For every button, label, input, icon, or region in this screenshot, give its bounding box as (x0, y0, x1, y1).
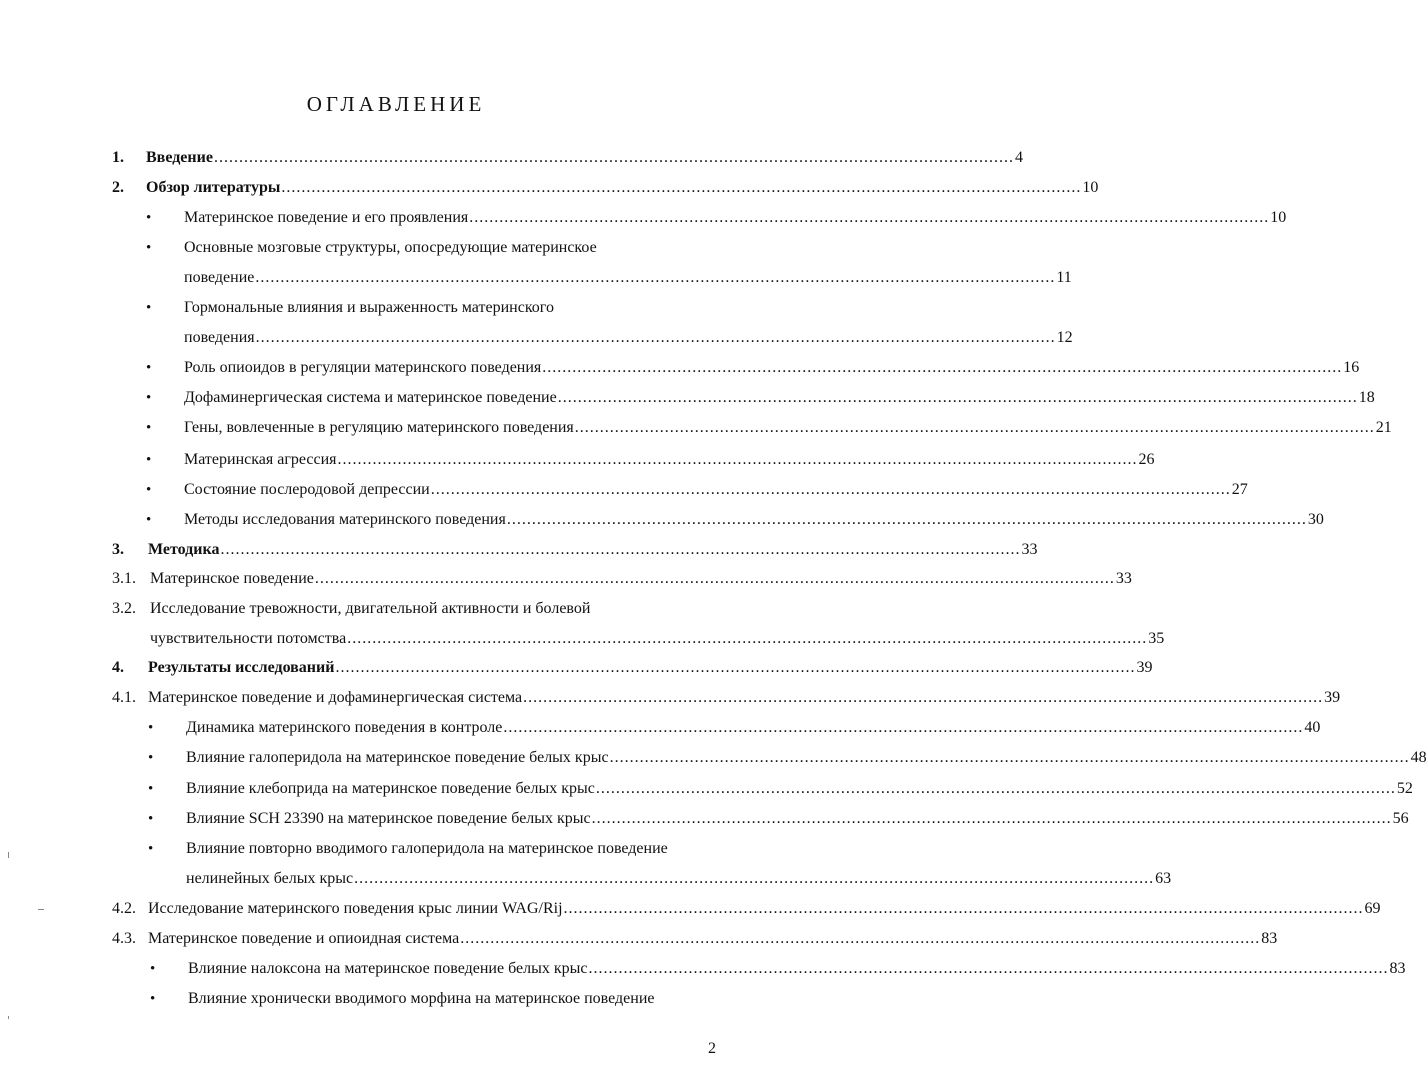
entry-leader: поведения ................................................................................................................................................................ 12 (184, 325, 720, 351)
entry-leader: Материнское поведение ................................................................................................................................................................ 33 (150, 566, 720, 592)
entry-leader: Исследование материнского поведения крыс линии WAG/Rij ................................................................................................................................................................ 69 (148, 896, 720, 922)
page-title: ОГЛАВЛЕНИЕ (306, 92, 486, 116)
entry-text: поведения (184, 329, 255, 346)
entry-text: Основные мозговые структуры, опосредующие материнское (184, 239, 597, 256)
toc-entry (112, 205, 1287, 231)
entry-page: 33 (1021, 541, 1038, 558)
toc-entry (112, 626, 1165, 652)
toc-entry (112, 415, 1392, 441)
entry-leader: Влияние галоперидола на материнское поведение белых крыс ................................................................................................................................................................ 48 (186, 745, 720, 771)
entry-text: Гормональные влияния и выраженность материнского (184, 299, 554, 316)
entry-page: 12 (1056, 329, 1073, 346)
entry-text: Роль опиоидов в регуляции материнского поведения (184, 359, 542, 376)
entry-leader: Материнское поведение и его проявления ................................................................................................................................................................ 10 (184, 205, 720, 231)
entry-text: Влияние галоперидола на материнское поведение белых крыс (186, 749, 609, 766)
bullet: • (146, 240, 152, 256)
toc-entry (112, 776, 1413, 802)
entry-page: 69 (1364, 900, 1381, 917)
toc-entry (112, 745, 1427, 771)
scan-speck (8, 852, 9, 858)
entry-number: 2. (112, 179, 124, 196)
toc-entry (112, 175, 1099, 201)
toc-entry (112, 507, 1324, 533)
entry-text: Состояние послеродовой депрессии (184, 481, 430, 498)
bullet: • (146, 512, 152, 528)
page-number: 2 (708, 1040, 716, 1057)
entry-page: 16 (1343, 359, 1360, 376)
entry-text: Гены, вовлеченные в регуляцию материнского поведения (184, 419, 574, 436)
toc-entry (112, 145, 1023, 171)
entry-page: 35 (1148, 630, 1165, 647)
entry-text: Материнское поведение и опиоидная система (148, 930, 460, 947)
toc-entry (112, 265, 1072, 291)
entry-text: Методика (148, 541, 220, 558)
entry-number: 1. (112, 149, 124, 166)
entry-leader: Состояние послеродовой депрессии ................................................................................................................................................................ 27 (184, 477, 720, 503)
bullet: • (146, 360, 152, 376)
entry-text: Обзор литературы (146, 179, 281, 196)
entry-number: 3.2. (112, 600, 136, 617)
toc-entry (112, 836, 720, 862)
entry-text: Введение (146, 149, 213, 166)
bullet: • (146, 452, 152, 468)
bullet: • (146, 420, 152, 436)
entry-number: 4.3. (112, 930, 136, 947)
toc-entry (112, 477, 1248, 503)
entry-leader: Материнское поведение и опиоидная система ................................................................................................................................................................ 83 (148, 926, 720, 952)
toc-entry (112, 715, 1321, 741)
bullet: • (150, 961, 156, 977)
bullet: • (148, 841, 154, 857)
entry-text: Дофаминергическая система и материнское поведение (184, 389, 557, 406)
toc-entry (112, 596, 720, 622)
entry-leader: Динамика материнского поведения в контроле ................................................................................................................................................................ 40 (186, 715, 720, 741)
entry-page: 83 (1389, 960, 1406, 977)
toc-entry (112, 355, 1360, 381)
toc-entry (112, 866, 1172, 892)
entry-leader: Гены, вовлеченные в регуляцию материнского поведения ................................................................................................................................................................ 21 (184, 415, 720, 441)
entry-leader: Влияние налоксона на материнское поведение белых крыс ................................................................................................................................................................ 83 (188, 956, 720, 982)
bullet: • (146, 482, 152, 498)
entry-text: поведение (184, 269, 255, 286)
entry-page: 83 (1261, 930, 1278, 947)
entry-page: 11 (1056, 269, 1072, 286)
toc-entry (112, 655, 1153, 681)
entry-leader: нелинейных белых крыс ................................................................................................................................................................ 63 (186, 866, 720, 892)
entry-text: нелинейных белых крыс (186, 870, 354, 887)
bullet: • (150, 991, 156, 1007)
entry-leader: Материнская агрессия ................................................................................................................................................................ 26 (184, 447, 720, 473)
bullet: • (148, 720, 154, 736)
entry-number: 3. (112, 541, 124, 558)
entry-text: Влияние хронически вводимого морфина на материнское поведение (188, 990, 655, 1007)
toc-entry (112, 295, 720, 321)
entry-leader: Обзор литературы ................................................................................................................................................................ 10 (146, 175, 720, 201)
entry-number: 4.2. (112, 900, 136, 917)
entry-page: 4 (1014, 149, 1023, 166)
entry-page: 56 (1392, 810, 1409, 827)
entry-text: Влияние налоксона на материнское поведение белых крыс (188, 960, 588, 977)
entry-page: 39 (1324, 689, 1341, 706)
entry-leader: Дофаминергическая система и материнское поведение ................................................................................................................................................................ 18 (184, 385, 720, 411)
entry-page: 27 (1231, 481, 1248, 498)
entry-leader: Результаты исследований ................................................................................................................................................................ 39 (148, 655, 720, 681)
entry-page: 10 (1082, 179, 1099, 196)
bullet: • (146, 210, 152, 226)
entry-text: Материнское поведение и дофаминергическая система (148, 689, 523, 706)
entry-text: Исследование материнского поведения крыс линии WAG/Rij (148, 900, 563, 917)
entry-text: Влияние SCH 23390 на материнское поведение белых крыс (186, 810, 591, 827)
entry-page: 33 (1115, 570, 1132, 587)
entry-text: Методы исследования материнского поведения (184, 511, 506, 528)
entry-number: 4. (112, 659, 124, 676)
entry-leader: Методы исследования материнского поведения ................................................................................................................................................................ 30 (184, 507, 720, 533)
toc-entry (112, 926, 1278, 952)
toc-entry (112, 566, 1132, 592)
entry-leader: Введение ................................................................................................................................................................ 4 (146, 145, 720, 171)
bullet: • (146, 300, 152, 316)
entry-page: 18 (1358, 389, 1375, 406)
entry-text: Влияние клебоприда на материнское поведение белых крыс (186, 780, 595, 797)
entry-leader: Роль опиоидов в регуляции материнского поведения ................................................................................................................................................................ 16 (184, 355, 720, 381)
toc-entry (112, 325, 1073, 351)
bullet: • (148, 811, 154, 827)
bullet: • (146, 390, 152, 406)
entry-page: 39 (1136, 659, 1153, 676)
entry-text: чувствительности потомства (150, 630, 347, 647)
entry-page: 52 (1396, 780, 1413, 797)
entry-text: Исследование тревожности, двигательной активности и болевой (150, 600, 591, 617)
toc-entry (112, 385, 1375, 411)
entry-text: Динамика материнского поведения в контроле (186, 719, 503, 736)
entry-leader: Влияние клебоприда на материнское поведение белых крыс ................................................................................................................................................................ 52 (186, 776, 720, 802)
toc-entry (112, 986, 720, 1012)
toc-entry (112, 447, 1155, 473)
entry-leader: Материнское поведение и дофаминергическая система ................................................................................................................................................................ 39 (148, 685, 720, 711)
entry-page: 30 (1307, 511, 1324, 528)
toc-entry (112, 806, 1409, 832)
toc-entry (112, 685, 1341, 711)
entry-page: 63 (1155, 870, 1172, 887)
entry-text: Влияние повторно вводимого галоперидола на материнское поведение (186, 840, 668, 857)
toc-entry (112, 956, 1406, 982)
entry-number: 3.1. (112, 570, 136, 587)
scan-speck (38, 909, 44, 910)
entry-leader: Влияние SCH 23390 на материнское поведение белых крыс ................................................................................................................................................................ 56 (186, 806, 720, 832)
entry-text: Результаты исследований (148, 659, 335, 676)
toc-entry (112, 235, 720, 261)
entry-text: Материнская агрессия (184, 451, 337, 468)
entry-text: Материнское поведение (150, 570, 314, 587)
bullet: • (148, 781, 154, 797)
entry-page: 48 (1410, 749, 1427, 766)
entry-page: 26 (1138, 451, 1155, 468)
toc-entry (112, 896, 1381, 922)
entry-page: 21 (1375, 419, 1392, 436)
entry-number: 4.1. (112, 689, 136, 706)
entry-leader: Методика ................................................................................................................................................................ 33 (148, 537, 720, 563)
scan-speck (8, 1016, 9, 1019)
entry-page: 40 (1304, 719, 1321, 736)
bullet: • (148, 750, 154, 766)
entry-page: 10 (1270, 209, 1287, 226)
entry-leader: чувствительности потомства ................................................................................................................................................................ 35 (150, 626, 720, 652)
toc-entry (112, 537, 1038, 563)
entry-text: Материнское поведение и его проявления (184, 209, 469, 226)
entry-leader: поведение ................................................................................................................................................................ 11 (184, 265, 720, 291)
